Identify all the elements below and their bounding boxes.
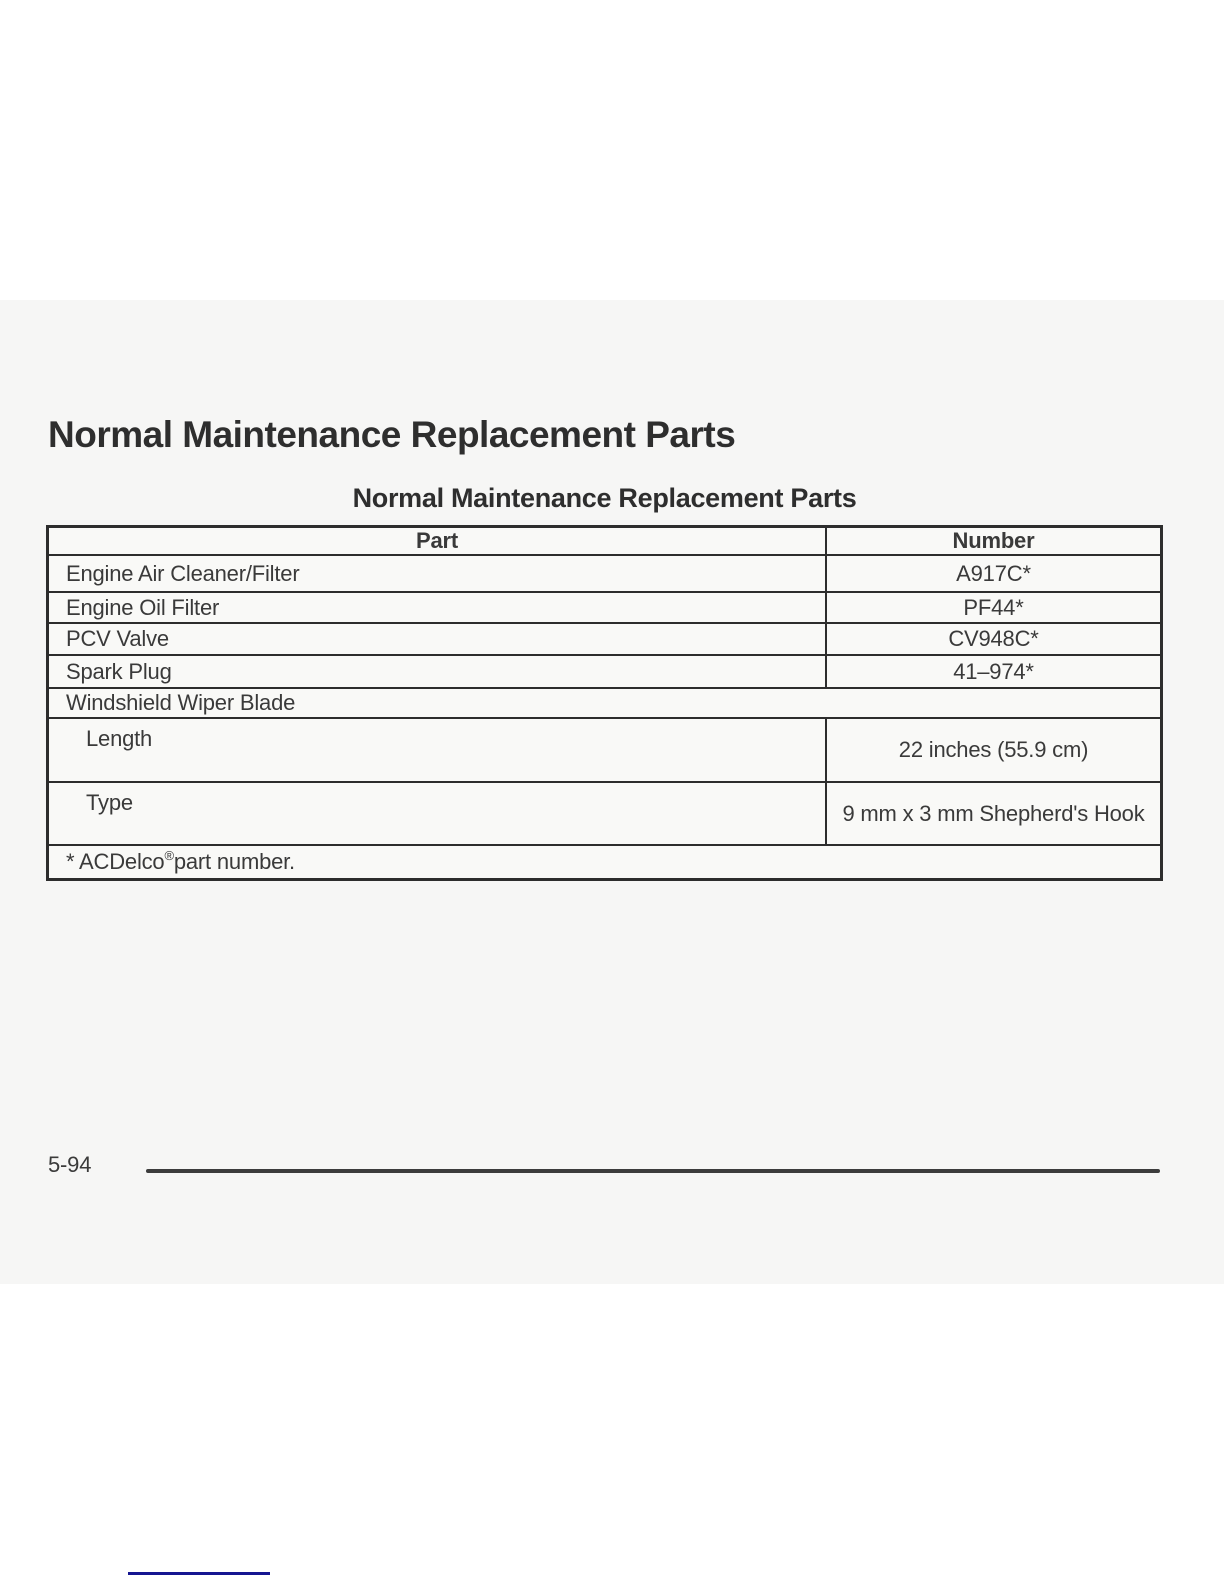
part-number: 9 mm x 3 mm Shepherd's Hook [842,800,1145,826]
parts-table [46,525,1163,881]
footer-rule [146,1169,1160,1173]
table-footnote-row [49,846,1160,878]
part-name: Engine Oil Filter [49,593,827,622]
table-title: Normal Maintenance Replacement Parts [352,483,857,513]
part-sub-name: Type [49,783,827,844]
part-group-name: Windshield Wiper Blade [66,690,296,715]
table-row [49,593,1160,624]
table-row-group-header [49,689,1160,719]
page-title: Normal Maintenance Replacement Parts [48,414,736,455]
part-name: Spark Plug [49,656,827,687]
part-sub-name: Length [49,719,827,781]
table-row [49,656,1160,689]
table-row [49,624,1160,656]
part-number: PF44* [963,594,1024,620]
table-row [49,783,1160,846]
part-number: CV948C* [948,626,1039,651]
part-name: PCV Valve [49,624,827,654]
page-number: 5-94 [48,1152,92,1177]
table-row [49,719,1160,783]
table-header-row [49,528,1160,556]
footnote-text: * ACDelco [66,849,165,874]
bottom-blue-line [128,1572,270,1575]
table-row [49,556,1160,593]
part-number: 41–974* [953,658,1034,684]
column-header-part: Part [49,528,827,554]
column-header-number: Number [952,528,1035,553]
registered-trademark-symbol: ® [164,847,174,863]
part-number: A917C* [956,560,1031,586]
footnote-text: part number. [173,849,295,874]
part-name: Engine Air Cleaner/Filter [49,556,827,591]
part-number: 22 inches (55.9 cm) [898,737,1089,762]
